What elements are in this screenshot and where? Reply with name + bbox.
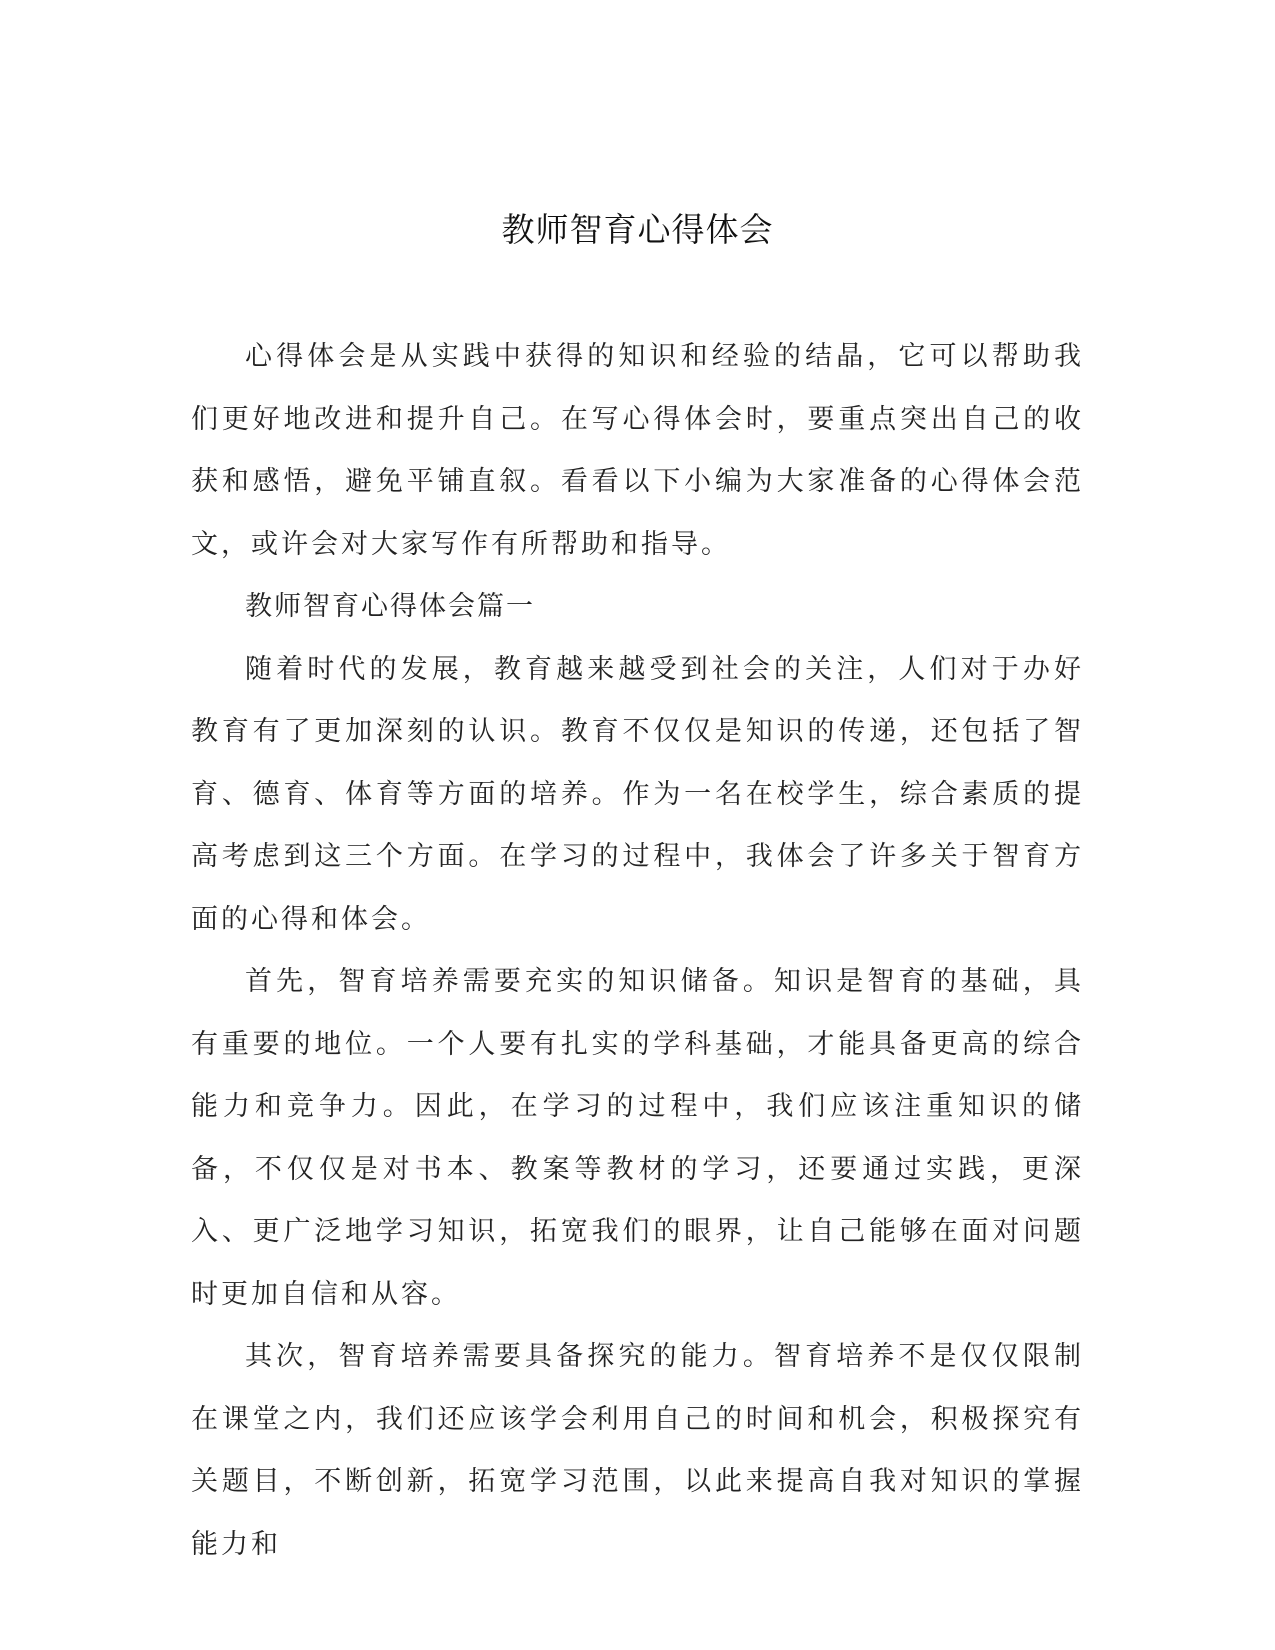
- body-paragraph: 首先，智育培养需要充实的知识储备。知识是智育的基础，具有重要的地位。一个人要有扎实的学科基础，才能具备更高的综合能力和竞争力。因此，在学习的过程中，我们应该注重知识的储备，不仅仅是对书本、教案等教材的学习，还要通过实践，更深入、更广泛地学习知识，拓宽我们的眼界，让自己能够在面对问题时更加自信和从容。: [191, 966, 1084, 1310]
- intro-paragraph: 心得体会是从实践中获得的知识和经验的结晶，它可以帮助我们更好地改进和提升自己。在写心得体会时，要重点突出自己的收获和感悟，避免平铺直叙。看看以下小编为大家准备的心得体会范文，或许会对大家写作有所帮助和指导。: [191, 341, 1084, 560]
- document-body: [191, 326, 1084, 1576]
- body-paragraph: 其次，智育培养需要具备探究的能力。智育培养不是仅仅限制在课堂之内，我们还应该学会利用自己的时间和机会，积极探究有关题目，不断创新，拓宽学习范围，以此来提高自我对知识的掌握能力和: [191, 1341, 1084, 1560]
- body-paragraph: 随着时代的发展，教育越来越受到社会的关注，人们对于办好教育有了更加深刻的认识。教育不仅仅是知识的传递，还包括了智育、德育、体育等方面的培养。作为一名在校学生，综合素质的提高考虑到这三个方面。在学习的过程中，我体会了许多关于智育方面的心得和体会。: [191, 653, 1084, 935]
- section-heading: 教师智育心得体会篇一: [245, 591, 535, 622]
- document-title: 教师智育心得体会: [501, 210, 774, 249]
